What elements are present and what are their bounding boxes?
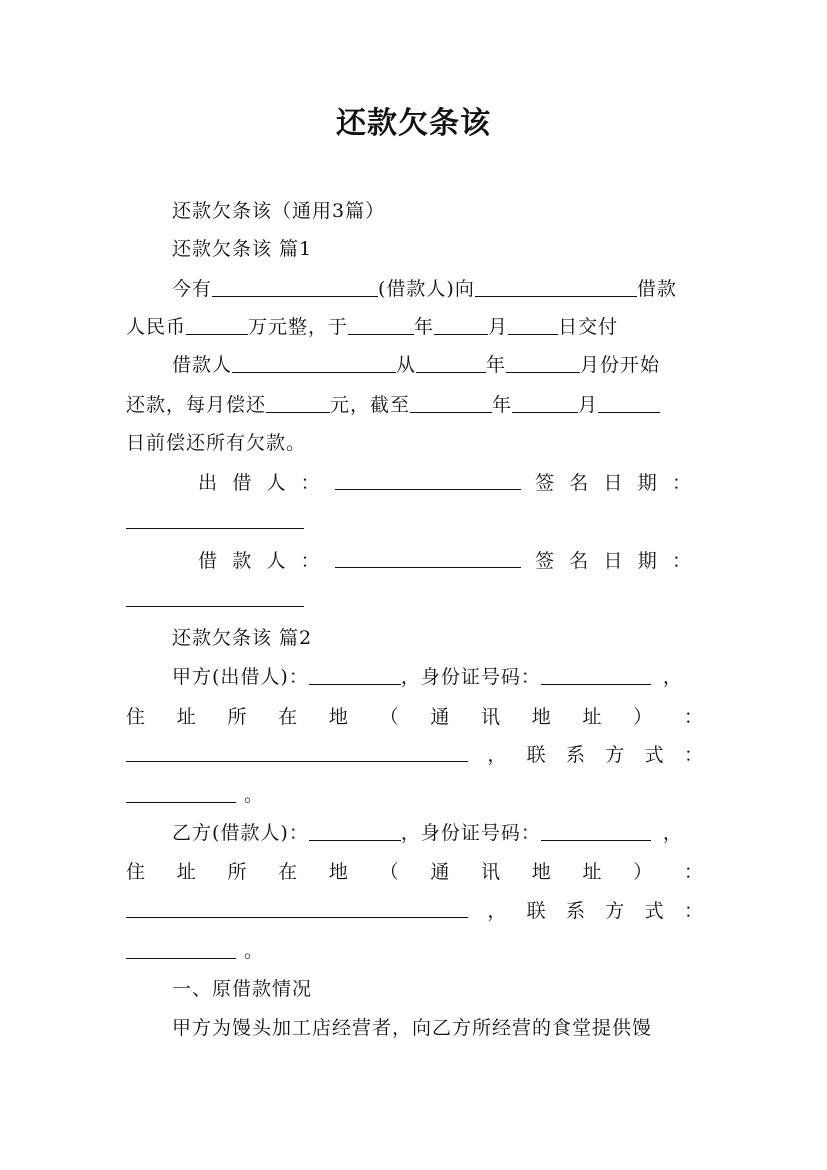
party-b-contact-line [126, 899, 704, 923]
part1-line1 [172, 277, 704, 301]
blank-line [541, 666, 651, 685]
blank-line [266, 394, 330, 413]
blank-line [309, 666, 401, 685]
borrower-signature-line [198, 549, 692, 573]
borrower-date-line [126, 587, 704, 611]
text-char: 通 [430, 706, 451, 728]
blank-line [126, 510, 304, 529]
blank-line [410, 394, 492, 413]
text-char: 址 [582, 706, 603, 728]
text-segment: 今有 [172, 278, 213, 300]
text-char: 名 [569, 472, 590, 494]
text-char: 期 [637, 472, 658, 494]
blank-line [335, 471, 521, 490]
text-char: 讯 [481, 861, 502, 883]
text-char: 借 [198, 550, 219, 572]
text-char: 联 [526, 744, 547, 766]
blank-line [212, 278, 378, 297]
text-segment: 借款 [636, 278, 677, 300]
heading-all: 还款欠条该（通用3篇） [172, 200, 386, 222]
text-segment: 甲方(出借人)： [172, 666, 309, 688]
text-char: ， [487, 744, 508, 766]
text-char: 款 [232, 550, 253, 572]
blank-line [126, 784, 236, 803]
text-char: 借 [232, 472, 253, 494]
text-char: 所 [227, 706, 248, 728]
text-segment: 。 [244, 940, 265, 962]
text-segment: 。 [244, 784, 265, 806]
blank-line [434, 316, 488, 335]
party-b-address-line [126, 860, 704, 884]
part1-line5: 日前偿还所有欠款。 [126, 432, 307, 454]
text-char: 所 [227, 861, 248, 883]
blank-line [348, 316, 414, 335]
text-char: 式 [644, 744, 665, 766]
blank-line [232, 354, 396, 373]
text-segment: 借款人 [172, 354, 233, 376]
text-char: 在 [278, 861, 299, 883]
part2-heading: 还款欠条该 篇2 [172, 627, 313, 649]
text-segment: 乙方(借款人)： [172, 822, 309, 844]
text-segment: ， [662, 822, 683, 844]
text-char: 签 [535, 550, 556, 572]
text-segment: 万元整，于 [248, 316, 349, 338]
text-char: 系 [565, 900, 586, 922]
text-segment: ，身份证号码： [400, 666, 541, 688]
text-char: 人 [266, 472, 287, 494]
text-char: 方 [605, 744, 626, 766]
text-char: （ [379, 861, 400, 883]
blank-line [475, 278, 637, 297]
blank-line [508, 316, 558, 335]
text-char: 联 [526, 900, 547, 922]
text-char: 系 [565, 744, 586, 766]
text-char: ： [683, 744, 704, 766]
text-char: 址 [582, 861, 603, 883]
blank-line [126, 899, 468, 918]
text-char: ： [671, 550, 692, 572]
text-char: 住 [126, 706, 147, 728]
part1-line3 [172, 353, 704, 377]
text-char: ： [683, 706, 704, 728]
text-char: 地 [531, 861, 552, 883]
party-a-address-line [126, 705, 704, 729]
blank-line [126, 940, 236, 959]
text-char: 出 [198, 472, 219, 494]
text-char: ： [300, 472, 321, 494]
text-char: 地 [328, 861, 349, 883]
text-char: 址 [176, 861, 197, 883]
text-segment: 从 [396, 354, 417, 376]
text-char: 方 [605, 900, 626, 922]
text-segment: ，身份证号码： [400, 822, 541, 844]
text-segment: ， [662, 666, 683, 688]
text-segment: 还款，每月偿还 [126, 394, 267, 416]
text-char: 期 [637, 550, 658, 572]
lender-signature-line [198, 471, 692, 495]
text-segment: 月 [488, 316, 509, 338]
blank-line [506, 354, 580, 373]
text-char: 在 [278, 706, 299, 728]
blank-line [335, 549, 521, 568]
document-title: 还款欠条该 [336, 106, 491, 141]
text-char: 地 [328, 706, 349, 728]
text-char: （ [379, 706, 400, 728]
text-char: ： [300, 550, 321, 572]
lender-date-line [126, 509, 704, 533]
blank-line [541, 822, 651, 841]
text-segment: 月 [578, 394, 599, 416]
text-char: 日 [603, 472, 624, 494]
party-a-contact-end [126, 783, 704, 807]
text-segment: 年 [486, 354, 507, 376]
text-char: 人 [266, 550, 287, 572]
text-char: ： [683, 861, 704, 883]
text-segment: 月份开始 [580, 354, 661, 376]
party-a-contact-line [126, 743, 704, 767]
text-char: 地 [531, 706, 552, 728]
part1-line4 [126, 393, 704, 417]
party-a-line [172, 665, 704, 689]
text-char: 日 [603, 550, 624, 572]
text-char: 住 [126, 861, 147, 883]
text-char: 名 [569, 550, 590, 572]
text-char: ： [671, 472, 692, 494]
part1-heading: 还款欠条该 篇1 [172, 238, 313, 260]
part1-line2 [126, 315, 704, 339]
blank-line [126, 588, 304, 607]
text-segment: 日交付 [558, 316, 619, 338]
text-char: ， [487, 900, 508, 922]
text-segment: 元，截至 [330, 394, 411, 416]
text-segment: 人民币 [126, 316, 187, 338]
text-char: ） [633, 706, 654, 728]
text-segment: 年 [414, 316, 435, 338]
text-char: ： [683, 900, 704, 922]
section-1-paragraph: 甲方为馒头加工店经营者，向乙方所经营的食堂提供馒 [172, 1017, 653, 1039]
text-char: 址 [176, 706, 197, 728]
blank-line [126, 743, 468, 762]
party-b-line [172, 821, 704, 845]
section-1-heading: 一、原借款情况 [172, 978, 313, 1000]
blank-line [512, 394, 578, 413]
party-b-contact-end [126, 939, 704, 963]
blank-line [309, 822, 401, 841]
blank-line [598, 394, 660, 413]
text-segment: 年 [492, 394, 513, 416]
blank-line [416, 354, 486, 373]
text-char: ） [633, 861, 654, 883]
text-char: 式 [644, 900, 665, 922]
blank-line [186, 316, 248, 335]
text-char: 通 [430, 861, 451, 883]
text-char: 签 [535, 472, 556, 494]
text-char: 讯 [481, 706, 502, 728]
text-segment: (借款人)向 [378, 278, 475, 300]
